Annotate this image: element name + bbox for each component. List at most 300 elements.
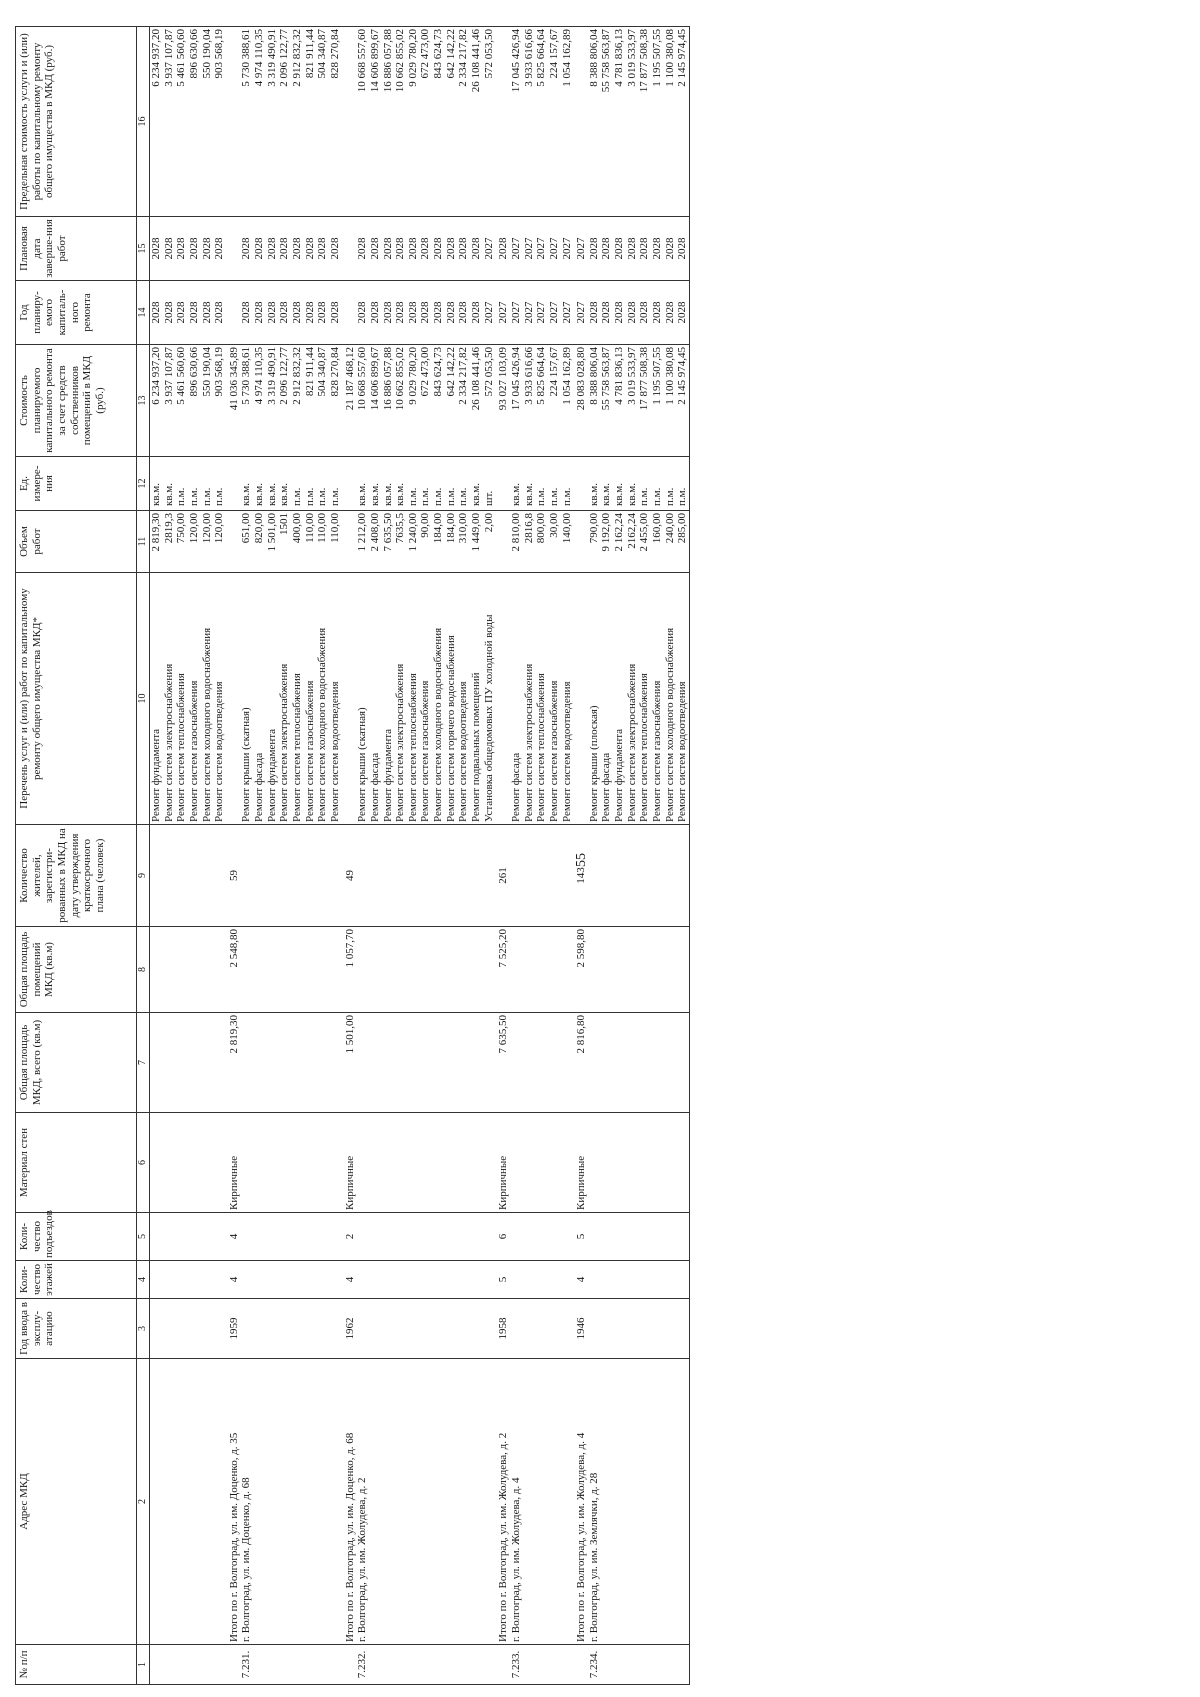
premises-area-cell: 7 525,20 — [495, 927, 510, 1013]
residents-cell: 49 — [342, 825, 357, 927]
entrances-cell — [394, 1213, 407, 1261]
row-number-cell — [432, 1645, 445, 1685]
floors-cell — [588, 1261, 601, 1299]
total-area-cell — [457, 1013, 470, 1113]
work-volume-cell: 120,00 — [201, 511, 214, 573]
total-area-cell — [240, 1013, 253, 1113]
year-built-cell — [638, 1299, 651, 1359]
max-cost-cell: 3 319 490,91 — [266, 27, 279, 217]
unit-cell: кв.м. — [626, 457, 639, 511]
premises-area-cell — [535, 927, 548, 1013]
work-volume-cell — [495, 511, 510, 573]
unit-cell: кв.м. — [588, 457, 601, 511]
row-number-cell — [369, 1645, 382, 1685]
residents-cell — [407, 825, 420, 927]
entrances-cell — [523, 1213, 536, 1261]
total-area-cell — [201, 1013, 214, 1113]
table-body — [150, 27, 690, 1685]
unit-cell: кв.м. — [613, 457, 626, 511]
completion-date-cell: 2027 — [483, 217, 496, 281]
completion-date-cell: 2028 — [163, 217, 176, 281]
column-number: 4 — [137, 1261, 150, 1299]
planned-year-cell: 2028 — [304, 281, 317, 345]
entrances-cell — [356, 1213, 369, 1261]
table-row — [394, 27, 407, 1685]
year-built-cell — [483, 1299, 496, 1359]
floors-cell — [188, 1261, 201, 1299]
work-volume-cell: 120,00 — [188, 511, 201, 573]
address-cell — [382, 1359, 395, 1645]
unit-cell: п.м. — [445, 457, 458, 511]
year-built-cell: 1958 — [495, 1299, 510, 1359]
wall-material-cell — [676, 1113, 689, 1213]
cost-cell: 5 730 388,61 — [240, 345, 253, 457]
entrances-cell — [470, 1213, 483, 1261]
planned-year-cell: 2028 — [329, 281, 342, 345]
planned-year-cell: 2028 — [419, 281, 432, 345]
floors-cell — [253, 1261, 266, 1299]
entrances-cell — [163, 1213, 176, 1261]
floors-cell — [445, 1261, 458, 1299]
cost-cell: 903 568,19 — [213, 345, 226, 457]
unit-cell: п.м. — [548, 457, 561, 511]
row-number-cell — [316, 1645, 329, 1685]
work-volume-cell: 9 192,00 — [600, 511, 613, 573]
unit-cell: кв.м. — [369, 457, 382, 511]
year-built-cell — [201, 1299, 214, 1359]
table-row — [201, 27, 214, 1685]
completion-date-cell: 2028 — [316, 217, 329, 281]
floors-cell — [150, 1261, 163, 1299]
completion-date-cell: 2027 — [548, 217, 561, 281]
floors-cell — [651, 1261, 664, 1299]
cost-cell: 2 096 122,77 — [278, 345, 291, 457]
work-type-cell: Ремонт фундамента — [613, 573, 626, 825]
row-number-cell — [213, 1645, 226, 1685]
table-row — [588, 27, 601, 1685]
column-number: 2 — [137, 1359, 150, 1645]
unit-cell: п.м. — [638, 457, 651, 511]
year-built-cell — [613, 1299, 626, 1359]
planned-year-cell: 2028 — [651, 281, 664, 345]
cost-cell: 672 473,00 — [419, 345, 432, 457]
premises-area-cell — [266, 927, 279, 1013]
residents-cell — [369, 825, 382, 927]
unit-cell: п.м. — [291, 457, 304, 511]
address-cell — [432, 1359, 445, 1645]
address-cell — [163, 1359, 176, 1645]
premises-area-cell — [253, 927, 266, 1013]
entrances-cell — [316, 1213, 329, 1261]
wall-material-cell: Кирпичные — [573, 1113, 588, 1213]
address-cell — [638, 1359, 651, 1645]
work-type-cell: Ремонт фундамента — [266, 573, 279, 825]
wall-material-cell — [510, 1113, 523, 1213]
completion-date-cell: 2028 — [291, 217, 304, 281]
entrances-cell — [253, 1213, 266, 1261]
wall-material-cell — [304, 1113, 317, 1213]
residents-cell — [470, 825, 483, 927]
total-area-cell — [600, 1013, 613, 1113]
floors-cell — [163, 1261, 176, 1299]
planned-year-cell: 2028 — [638, 281, 651, 345]
completion-date-cell: 2027 — [561, 217, 574, 281]
total-area-cell — [664, 1013, 677, 1113]
wall-material-cell — [278, 1113, 291, 1213]
table-row — [316, 27, 329, 1685]
address-cell — [535, 1359, 548, 1645]
wall-material-cell — [457, 1113, 470, 1213]
unit-cell: кв.м. — [278, 457, 291, 511]
unit-cell: кв.м. — [382, 457, 395, 511]
wall-material-cell — [561, 1113, 574, 1213]
unit-cell: п.м. — [535, 457, 548, 511]
planned-year-cell: 2028 — [188, 281, 201, 345]
cost-cell: 2 145 974,45 — [676, 345, 689, 457]
work-volume-cell: 2,00 — [483, 511, 496, 573]
max-cost-cell: 10 662 855,02 — [394, 27, 407, 217]
max-cost-cell: 8 388 806,04 — [588, 27, 601, 217]
work-type-cell: Ремонт фасада — [510, 573, 523, 825]
column-number: 11 — [137, 511, 150, 573]
unit-cell — [226, 457, 241, 511]
premises-area-cell — [407, 927, 420, 1013]
table-row — [510, 27, 523, 1685]
cost-cell: 4 974 110,35 — [253, 345, 266, 457]
row-number-cell — [613, 1645, 626, 1685]
premises-area-cell — [329, 927, 342, 1013]
completion-date-cell — [226, 217, 241, 281]
address-cell — [304, 1359, 317, 1645]
address-cell — [457, 1359, 470, 1645]
residents-cell — [561, 825, 574, 927]
table-row — [188, 27, 201, 1685]
completion-date-cell: 2028 — [175, 217, 188, 281]
address-cell: Итого по г. Волгоград, ул. им. Жолудева, д. 4 — [573, 1359, 588, 1645]
address-cell — [278, 1359, 291, 1645]
total-area-cell — [626, 1013, 639, 1113]
max-cost-cell: 903 568,19 — [213, 27, 226, 217]
header-cell: Плановая дата заверше-ния работ — [16, 217, 137, 281]
completion-date-cell: 2028 — [394, 217, 407, 281]
header-cell: Перечень услуг и (или) работ по капитальному ремонту общего имущества МКД* — [16, 573, 137, 825]
rotated-table-page — [15, 27, 1168, 1685]
row-number-cell — [382, 1645, 395, 1685]
address-cell — [213, 1359, 226, 1645]
cost-cell: 8 388 806,04 — [588, 345, 601, 457]
work-volume-cell: 1 501,00 — [266, 511, 279, 573]
max-cost-cell: 2 145 974,45 — [676, 27, 689, 217]
wall-material-cell — [432, 1113, 445, 1213]
work-type-cell: Ремонт фасада — [369, 573, 382, 825]
work-volume-cell: 184,00 — [432, 511, 445, 573]
row-number-cell: 7.234. — [588, 1645, 601, 1685]
row-number-cell — [253, 1645, 266, 1685]
planned-year-cell: 2028 — [457, 281, 470, 345]
year-built-cell: 1946 — [573, 1299, 588, 1359]
max-cost-cell: 3 937 107,87 — [163, 27, 176, 217]
column-number: 6 — [137, 1113, 150, 1213]
cost-cell: 2 334 217,82 — [457, 345, 470, 457]
table-row — [651, 27, 664, 1685]
cost-cell: 504 340,87 — [316, 345, 329, 457]
address-cell — [561, 1359, 574, 1645]
premises-area-cell — [382, 927, 395, 1013]
address-cell — [445, 1359, 458, 1645]
row-number-cell — [278, 1645, 291, 1685]
wall-material-cell — [548, 1113, 561, 1213]
total-area-cell — [651, 1013, 664, 1113]
entrances-cell — [600, 1213, 613, 1261]
premises-area-cell — [201, 927, 214, 1013]
address-cell — [188, 1359, 201, 1645]
address-cell — [329, 1359, 342, 1645]
table-row — [266, 27, 279, 1685]
column-number: 13 — [137, 345, 150, 457]
completion-date-cell: 2028 — [253, 217, 266, 281]
floors-cell — [407, 1261, 420, 1299]
work-volume-cell: 1 212,00 — [356, 511, 369, 573]
address-cell — [664, 1359, 677, 1645]
total-area-cell — [163, 1013, 176, 1113]
address-cell — [201, 1359, 214, 1645]
cost-cell: 10 662 855,02 — [394, 345, 407, 457]
completion-date-cell: 2028 — [188, 217, 201, 281]
residents-cell: 261 — [495, 825, 510, 927]
row-number-cell — [266, 1645, 279, 1685]
floors-cell: 4 — [573, 1261, 588, 1299]
year-built-cell — [266, 1299, 279, 1359]
header-cell: Адрес МКД — [16, 1359, 137, 1645]
work-volume-cell: 800,00 — [535, 511, 548, 573]
cost-cell: 26 108 441,46 — [470, 345, 483, 457]
row-number-cell — [626, 1645, 639, 1685]
completion-date-cell: 2028 — [588, 217, 601, 281]
table-row — [561, 27, 574, 1685]
table-row — [638, 27, 651, 1685]
completion-date-cell: 2028 — [600, 217, 613, 281]
work-type-cell: Ремонт систем теплоснабжения — [407, 573, 420, 825]
max-cost-cell: 2 912 832,32 — [291, 27, 304, 217]
unit-cell: кв.м. — [240, 457, 253, 511]
work-type-cell — [226, 573, 241, 825]
work-volume-cell: 240,00 — [664, 511, 677, 573]
table-row — [470, 27, 483, 1685]
entrances-cell — [382, 1213, 395, 1261]
work-volume-cell: 2 819,30 — [150, 511, 163, 573]
floors-cell — [419, 1261, 432, 1299]
unit-cell: шт. — [483, 457, 496, 511]
table-row — [535, 27, 548, 1685]
column-number: 10 — [137, 573, 150, 825]
total-area-cell — [432, 1013, 445, 1113]
address-cell — [316, 1359, 329, 1645]
cost-cell: 16 886 057,88 — [382, 345, 395, 457]
floors-cell: 4 — [226, 1261, 241, 1299]
wall-material-cell: Кирпичные — [495, 1113, 510, 1213]
completion-date-cell: 2028 — [201, 217, 214, 281]
table-row — [253, 27, 266, 1685]
work-volume-cell: 2 162,24 — [613, 511, 626, 573]
unit-cell: п.м. — [419, 457, 432, 511]
unit-cell: п.м. — [175, 457, 188, 511]
planned-year-cell: 2027 — [573, 281, 588, 345]
address-cell — [291, 1359, 304, 1645]
wall-material-cell — [483, 1113, 496, 1213]
wall-material-cell — [419, 1113, 432, 1213]
column-number: 1 — [137, 1645, 150, 1685]
wall-material-cell — [369, 1113, 382, 1213]
address-cell — [600, 1359, 613, 1645]
address-cell: Итого по г. Волгоград, ул. им. Жолудева, д. 2 — [495, 1359, 510, 1645]
planned-year-cell: 2028 — [316, 281, 329, 345]
work-type-cell: Ремонт систем газоснабжения — [651, 573, 664, 825]
residents-cell — [664, 825, 677, 927]
year-built-cell — [163, 1299, 176, 1359]
max-cost-cell: 224 157,67 — [548, 27, 561, 217]
planned-year-cell: 2027 — [483, 281, 496, 345]
work-volume-cell: 2 810,00 — [510, 511, 523, 573]
address-cell — [175, 1359, 188, 1645]
completion-date-cell: 2028 — [382, 217, 395, 281]
max-cost-cell: 9 029 780,20 — [407, 27, 420, 217]
completion-date-cell: 2028 — [638, 217, 651, 281]
premises-area-cell — [188, 927, 201, 1013]
table-row — [613, 27, 626, 1685]
year-built-cell — [664, 1299, 677, 1359]
floors-cell — [278, 1261, 291, 1299]
year-built-cell — [240, 1299, 253, 1359]
table-row — [548, 27, 561, 1685]
floors-cell — [600, 1261, 613, 1299]
planned-year-cell: 2028 — [664, 281, 677, 345]
row-number-cell — [342, 1645, 357, 1685]
address-cell — [470, 1359, 483, 1645]
planned-year-cell: 2028 — [432, 281, 445, 345]
floors-cell — [316, 1261, 329, 1299]
cost-cell: 4 781 836,13 — [613, 345, 626, 457]
premises-area-cell — [457, 927, 470, 1013]
work-volume-cell: 7 635,50 — [382, 511, 395, 573]
work-type-cell: Ремонт систем электроснабжения — [523, 573, 536, 825]
max-cost-cell: 2 334 217,82 — [457, 27, 470, 217]
premises-area-cell — [523, 927, 536, 1013]
work-type-cell: Ремонт систем электроснабжения — [626, 573, 639, 825]
total-area-cell — [445, 1013, 458, 1113]
work-volume-cell: 2 455,00 — [638, 511, 651, 573]
wall-material-cell — [445, 1113, 458, 1213]
address-cell: г. Волгоград, ул. им. Жолудева, д. 4 — [510, 1359, 523, 1645]
cost-cell: 6 234 937,20 — [150, 345, 163, 457]
floors-cell — [613, 1261, 626, 1299]
planned-year-cell: 2028 — [356, 281, 369, 345]
wall-material-cell: Кирпичные — [226, 1113, 241, 1213]
row-number-cell — [664, 1645, 677, 1685]
floors-cell — [470, 1261, 483, 1299]
completion-date-cell: 2028 — [664, 217, 677, 281]
completion-date-cell: 2027 — [573, 217, 588, 281]
unit-cell: п.м. — [457, 457, 470, 511]
row-number-cell — [548, 1645, 561, 1685]
year-built-cell — [188, 1299, 201, 1359]
max-cost-cell — [226, 27, 241, 217]
capital-repair-table — [15, 26, 690, 1685]
row-number-cell — [457, 1645, 470, 1685]
column-number: 8 — [137, 927, 150, 1013]
max-cost-cell — [342, 27, 357, 217]
cost-cell: 821 911,44 — [304, 345, 317, 457]
work-type-cell: Ремонт систем водоотведения — [213, 573, 226, 825]
table-row — [664, 27, 677, 1685]
max-cost-cell: 4 974 110,35 — [253, 27, 266, 217]
cost-cell: 3 019 533,97 — [626, 345, 639, 457]
planned-year-cell: 2028 — [445, 281, 458, 345]
residents-cell — [510, 825, 523, 927]
floors-cell — [548, 1261, 561, 1299]
max-cost-cell: 572 053,50 — [483, 27, 496, 217]
work-volume-cell: 790,00 — [588, 511, 601, 573]
work-volume-cell — [573, 511, 588, 573]
work-volume-cell: 400,00 — [291, 511, 304, 573]
max-cost-cell: 4 781 836,13 — [613, 27, 626, 217]
premises-area-cell — [651, 927, 664, 1013]
cost-cell: 572 053,50 — [483, 345, 496, 457]
row-number-cell — [445, 1645, 458, 1685]
cost-cell: 843 624,73 — [432, 345, 445, 457]
header-cell: Общая площадь помещений МКД (кв.м) — [16, 927, 137, 1013]
floors-cell — [676, 1261, 689, 1299]
table-row — [676, 27, 689, 1685]
year-built-cell — [291, 1299, 304, 1359]
max-cost-cell: 2 096 122,77 — [278, 27, 291, 217]
table-row — [382, 27, 395, 1685]
max-cost-cell: 821 911,44 — [304, 27, 317, 217]
table-row — [407, 27, 420, 1685]
year-built-cell — [394, 1299, 407, 1359]
planned-year-cell: 2028 — [150, 281, 163, 345]
wall-material-cell — [356, 1113, 369, 1213]
floors-cell — [561, 1261, 574, 1299]
year-built-cell — [651, 1299, 664, 1359]
work-type-cell: Ремонт систем водоотведения — [329, 573, 342, 825]
floors-cell — [201, 1261, 214, 1299]
floors-cell: 4 — [342, 1261, 357, 1299]
completion-date-cell: 2028 — [457, 217, 470, 281]
total-area-cell — [291, 1013, 304, 1113]
max-cost-cell: 14 606 899,67 — [369, 27, 382, 217]
work-type-cell: Ремонт фундамента — [382, 573, 395, 825]
table-row — [150, 27, 163, 1685]
planned-year-cell: 2028 — [588, 281, 601, 345]
wall-material-cell — [626, 1113, 639, 1213]
work-type-cell: Ремонт систем холодного водоснабжения — [316, 573, 329, 825]
row-number-cell — [483, 1645, 496, 1685]
total-area-cell — [329, 1013, 342, 1113]
work-volume-cell: 110,00 — [329, 511, 342, 573]
unit-cell: п.м. — [316, 457, 329, 511]
completion-date-cell: 2027 — [523, 217, 536, 281]
year-built-cell — [626, 1299, 639, 1359]
row-number-cell — [651, 1645, 664, 1685]
year-built-cell: 1959 — [226, 1299, 241, 1359]
work-volume-cell: 110,00 — [304, 511, 317, 573]
max-cost-cell: 1 195 507,55 — [651, 27, 664, 217]
row-number-cell — [150, 1645, 163, 1685]
unit-cell: п.м. — [407, 457, 420, 511]
address-cell — [253, 1359, 266, 1645]
max-cost-cell: 10 668 557,60 — [356, 27, 369, 217]
column-number: 3 — [137, 1299, 150, 1359]
